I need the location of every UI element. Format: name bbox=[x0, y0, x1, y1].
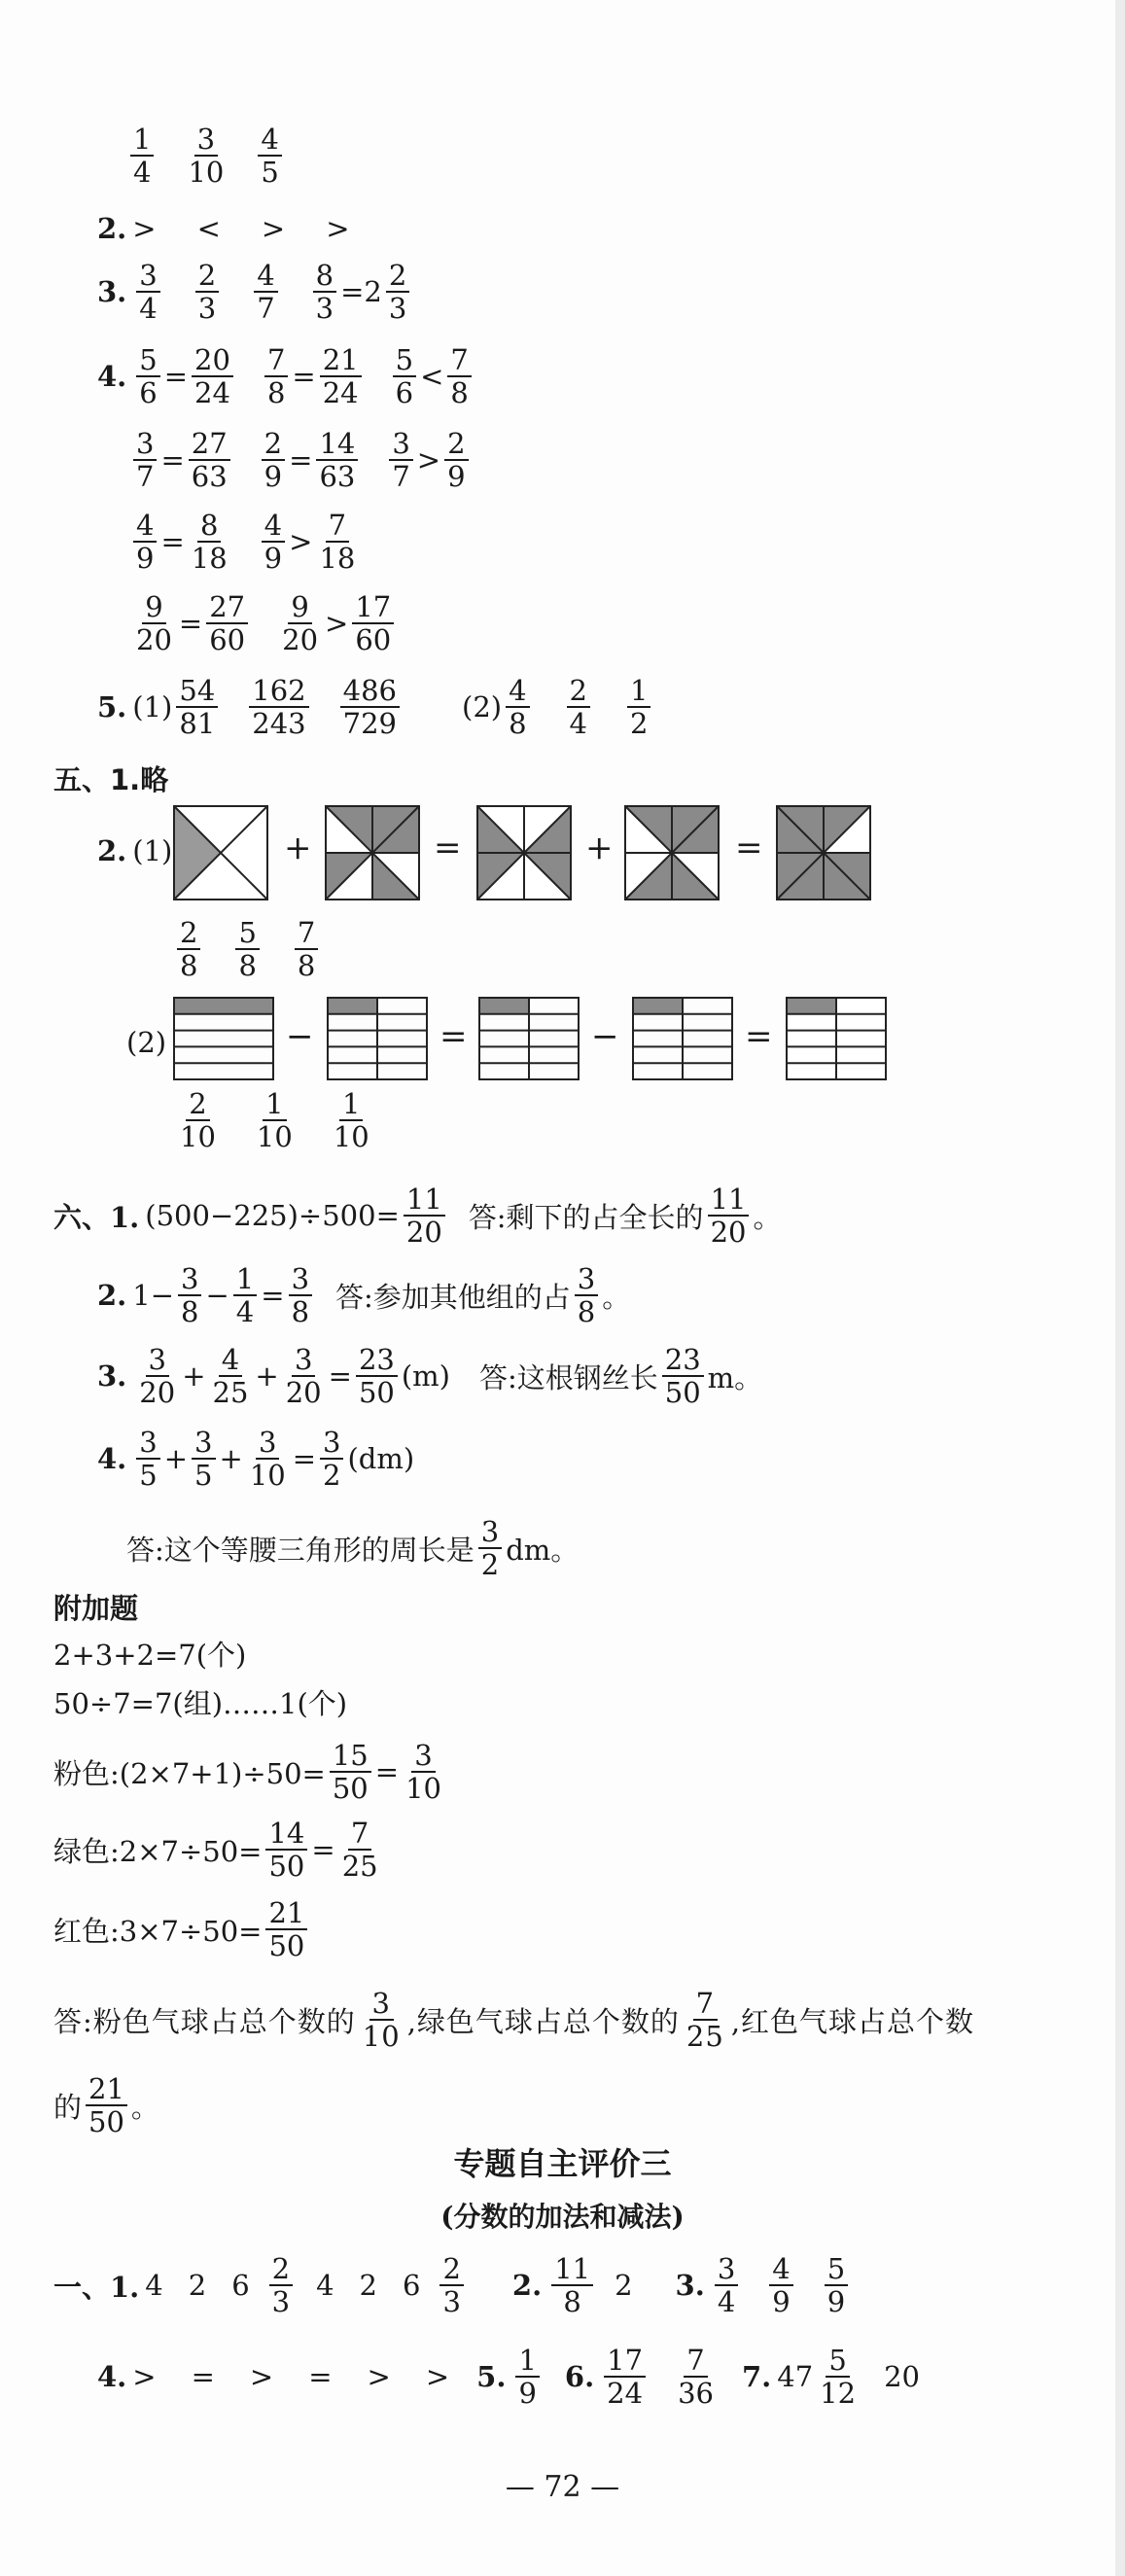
fraction: 3 2 bbox=[478, 1517, 502, 1580]
question-number: 3. bbox=[675, 2269, 705, 2303]
fraction: 4 5 bbox=[258, 124, 281, 188]
fraction: $\frac{27}{60}$ bbox=[206, 592, 248, 655]
fraction: $\frac{3}{7}$ bbox=[133, 429, 157, 492]
fraction: 2 4 bbox=[567, 676, 590, 739]
question-number: 3. bbox=[97, 1359, 127, 1394]
fraction: 3 5 bbox=[136, 1428, 159, 1491]
q4-row-1: 4. $\frac{5}{6}$ = $\frac{20}{24}$ $\frac{7}{8}$ = $\frac{21}{24}$ 5 6 < 7 8 bbox=[97, 345, 475, 408]
fraction: 162 243 bbox=[249, 676, 308, 739]
fraction: $\frac{3}{10}$ bbox=[405, 1739, 441, 1806]
sec5-p1-fracs bbox=[173, 918, 322, 981]
fraction: 2 9 bbox=[444, 429, 468, 492]
fraction: 5 9 bbox=[825, 2254, 848, 2317]
fraction: 17 24 bbox=[604, 2346, 646, 2409]
fraction: 7 36 bbox=[678, 2344, 714, 2411]
compare-symbol: > bbox=[261, 212, 286, 245]
part-label: (1) bbox=[132, 834, 173, 867]
fraction: 11 20 bbox=[708, 1184, 750, 1248]
fraction: 7 18 bbox=[319, 509, 356, 576]
fraction: $\frac{5}{6}$ bbox=[136, 345, 159, 408]
fraction: $\frac{8}{3}$ bbox=[313, 261, 336, 324]
fraction: 4 9 bbox=[262, 511, 285, 574]
fraction: 1 10 bbox=[333, 1087, 369, 1154]
fraction: $\frac{20}{24}$ bbox=[192, 345, 233, 408]
sec6-l4-answer: 答:这个等腰三角形的周长是 3 2 dm。 bbox=[126, 1515, 580, 1582]
minus-sign: − bbox=[286, 1017, 314, 1056]
q4-row-4: $\frac{9}{20}$ = $\frac{27}{60}$ 9 20 > 17 60 bbox=[129, 592, 398, 655]
square-diagram-1 bbox=[173, 805, 268, 900]
extra-l3: 粉色:(2×7+1)÷50= $\frac{15}{50}$ = $\frac{3}{10}$ bbox=[53, 1741, 448, 1804]
fraction: 17 60 bbox=[352, 592, 394, 655]
section-title: 附加题 bbox=[53, 1592, 139, 1625]
fraction: 7 8 bbox=[447, 345, 471, 408]
question-number: 5. bbox=[476, 2360, 507, 2394]
fraction: 2 10 bbox=[180, 1087, 216, 1154]
sec6-l3: 3. 3 20 + $\frac{4}{25}$ + $\frac{3}{20}$ = $\frac{23}{50}$ (m) 答:这根钢丝长 23 50 m。 bbox=[97, 1343, 763, 1410]
compare-symbol: < bbox=[196, 212, 221, 245]
fraction: 21 50 bbox=[86, 2074, 127, 2137]
answer-text: 略 bbox=[140, 763, 169, 796]
fraction: 4 8 bbox=[506, 676, 529, 739]
question-number: 2. bbox=[97, 212, 127, 245]
q4-row-2: $\frac{3}{7}$ = $\frac{27}{63}$ $\frac{2}{9}$ = $\frac{14}{63}$ 3 7 > 2 9 bbox=[129, 429, 473, 492]
fraction: $\frac{2}{9}$ bbox=[262, 429, 285, 492]
sec6-l1: 六、1. (500−225)÷500= $\frac{11}{20}$ 答:剩下的占全长的 11 20 。 bbox=[53, 1182, 782, 1250]
square-diagram-2 bbox=[325, 805, 420, 900]
extra-answer-1: 答:粉色气球占总个数的 3 10 ,绿色气球占总个数的 7 25 ,红色气球占总个数 bbox=[53, 1987, 975, 2054]
fraction: 54 81 bbox=[176, 676, 218, 739]
fraction: $\frac{3}{5}$ bbox=[192, 1428, 215, 1491]
compare-symbol: > bbox=[132, 212, 157, 245]
fraction: 2 3 bbox=[386, 261, 409, 324]
q3-row bbox=[97, 261, 413, 324]
extra-l4: 绿色:2×7÷50= $\frac{14}{50}$ = $\frac{7}{25}$ bbox=[53, 1818, 385, 1882]
fraction: 4 9 bbox=[769, 2254, 792, 2317]
question-number: 4. bbox=[97, 1442, 127, 1476]
extra-answer-2: 的 21 50 。 bbox=[53, 2072, 159, 2139]
bar-diagram-1 bbox=[173, 997, 274, 1080]
answer-text: 答:参加其他组的占 bbox=[335, 1280, 571, 1314]
equals-text: =2 bbox=[340, 275, 382, 309]
fraction: $\frac{23}{50}$ bbox=[356, 1345, 398, 1408]
fraction: $\frac{4}{9}$ bbox=[133, 511, 157, 574]
extra-title bbox=[53, 1587, 138, 1627]
question-number: 4. bbox=[97, 2360, 127, 2394]
page-number: — 72 — bbox=[505, 2470, 620, 2504]
q5-row bbox=[97, 676, 654, 739]
fraction: $\frac{3}{10}$ bbox=[249, 1426, 286, 1493]
fraction: 1 4 bbox=[130, 124, 154, 188]
fraction: 3 10 bbox=[362, 1987, 401, 2054]
q2-row bbox=[97, 212, 350, 245]
square-diagram-5 bbox=[776, 805, 871, 900]
fraction: 1 10 bbox=[256, 1087, 293, 1154]
sec5-p2-label bbox=[126, 1026, 166, 1059]
bar-diagram-2 bbox=[327, 997, 428, 1080]
fraction: 5 6 bbox=[393, 345, 416, 408]
sec6-l2: 2. 1− $\frac{3}{8}$ − $\frac{1}{4}$ = $\frac{3}{8}$ 答:参加其他组的占 3 8 。 bbox=[97, 1262, 631, 1329]
fraction: 1 9 bbox=[515, 2346, 539, 2409]
fraction: 2 3 bbox=[269, 2254, 293, 2317]
unit3-row-1: 一、1. 4 2 6 2 3 4 2 6 2 3 2. 11 8 2 3. 3 4 4 9 5 9 bbox=[53, 2254, 852, 2317]
fraction: $\frac{8}{18}$ bbox=[191, 509, 228, 576]
extra-l2: 50÷7=7(组)……1(个) bbox=[53, 1687, 348, 1720]
fraction: $\frac{3}{8}$ bbox=[289, 1264, 312, 1327]
q4-row-3: $\frac{4}{9}$ = $\frac{8}{18}$ 4 9 > 7 18 bbox=[129, 511, 362, 574]
fraction: $\frac{3}{20}$ bbox=[285, 1343, 322, 1410]
question-number: 7. bbox=[741, 2360, 772, 2394]
fraction: 3 8 bbox=[575, 1264, 598, 1327]
equals-sign: = bbox=[735, 829, 763, 867]
fraction: 3 10 bbox=[188, 123, 225, 190]
compare-symbol: > bbox=[326, 212, 350, 245]
fraction: $\frac{7}{25}$ bbox=[341, 1817, 378, 1884]
q1-tail-row bbox=[126, 124, 286, 188]
section-label: 一、1. bbox=[53, 2270, 140, 2304]
plus-sign: + bbox=[585, 829, 614, 867]
fraction: $\frac{3}{8}$ bbox=[178, 1264, 201, 1327]
equals-sign: = bbox=[439, 1017, 468, 1056]
fraction: $\frac{1}{4}$ bbox=[233, 1264, 257, 1327]
fraction: 5 12 bbox=[820, 2344, 857, 2411]
fraction: $\frac{21}{24}$ bbox=[320, 345, 362, 408]
sec5-p2-fracs bbox=[173, 1089, 376, 1152]
fraction: $\frac{9}{20}$ bbox=[136, 590, 172, 657]
bar-diagram-5 bbox=[786, 997, 887, 1080]
fraction: $\frac{7}{8}$ bbox=[264, 345, 288, 408]
extra-l1: 2+3+2=7(个) bbox=[53, 1639, 247, 1672]
part-label: (1) bbox=[132, 690, 173, 724]
fraction: 1 2 bbox=[627, 676, 650, 739]
fraction: $\frac{14}{63}$ bbox=[316, 429, 358, 492]
question-number: 2. bbox=[97, 834, 127, 867]
fraction: 486 729 bbox=[340, 676, 400, 739]
question-number: 5. bbox=[97, 690, 127, 724]
fraction: $\frac{21}{50}$ bbox=[265, 1898, 307, 1961]
unit3-row-2: 4. > = > = > > 5. 1 9 6. 17 24 7 36 7. 47 5 12 20 bbox=[97, 2344, 920, 2411]
bar-diagram-3 bbox=[478, 997, 580, 1080]
fraction: 5 8 bbox=[235, 918, 259, 981]
fraction: $\frac{14}{50}$ bbox=[265, 1818, 307, 1882]
bar-diagram-4 bbox=[632, 997, 733, 1080]
part-label: (2) bbox=[126, 1026, 167, 1059]
fraction: $\frac{4}{25}$ bbox=[212, 1343, 249, 1410]
section-label: 五、1. bbox=[53, 763, 141, 796]
fraction: 3 20 bbox=[139, 1343, 176, 1410]
section-label: 六、1. bbox=[53, 1200, 140, 1234]
unit-title: 专题自主评价三 bbox=[453, 2145, 672, 2182]
unit-subtitle: (分数的加法和减法) bbox=[440, 2201, 685, 2233]
page-edge bbox=[1115, 0, 1125, 2576]
fraction: 4 7 bbox=[254, 261, 277, 324]
fraction: $\frac{27}{63}$ bbox=[189, 429, 230, 492]
question-number: 2. bbox=[97, 1279, 127, 1313]
sec6-l4: 4. 3 5 + $\frac{3}{5}$ + $\frac{3}{10}$ = $\frac{3}{2}$ (dm) bbox=[97, 1426, 415, 1493]
fraction: 2 3 bbox=[195, 261, 219, 324]
fraction: 11 8 bbox=[551, 2254, 593, 2317]
question-number: 4. bbox=[97, 360, 127, 394]
fraction: 7 8 bbox=[295, 918, 318, 981]
fraction: $\frac{3}{2}$ bbox=[320, 1428, 343, 1491]
minus-sign: − bbox=[591, 1017, 619, 1056]
fraction: $\frac{11}{20}$ bbox=[404, 1184, 445, 1248]
fraction: 3 4 bbox=[715, 2254, 738, 2317]
sec5-header bbox=[53, 759, 168, 798]
part-label: (2) bbox=[462, 690, 503, 724]
question-number: 3. bbox=[97, 275, 127, 309]
fraction: 3 4 bbox=[136, 261, 159, 324]
fraction: 23 50 bbox=[662, 1345, 704, 1408]
question-number: 2. bbox=[511, 2269, 543, 2303]
square-diagram-4 bbox=[624, 805, 720, 900]
answer-text: 答:这根钢丝长 bbox=[478, 1360, 658, 1394]
fraction: 9 20 bbox=[282, 590, 319, 657]
equals-sign: = bbox=[745, 1017, 773, 1056]
fraction: 3 7 bbox=[389, 429, 412, 492]
extra-l5: 红色:3×7÷50= $\frac{21}{50}$ bbox=[53, 1898, 311, 1961]
fraction: $\frac{15}{50}$ bbox=[330, 1741, 371, 1804]
question-number: 6. bbox=[564, 2360, 595, 2394]
expression: (500−225)÷500= bbox=[145, 1199, 400, 1233]
square-diagram-3 bbox=[476, 805, 572, 900]
sec5-q2-label bbox=[97, 834, 172, 867]
fraction: 2 3 bbox=[439, 2254, 463, 2317]
fraction: 2 8 bbox=[177, 918, 200, 981]
equals-sign: = bbox=[434, 829, 462, 867]
answer-text: 答:这个等腰三角形的周长是 bbox=[126, 1533, 475, 1567]
answer-text: 答:剩下的占全长的 bbox=[468, 1200, 704, 1234]
fraction: 7 25 bbox=[686, 1987, 724, 2054]
plus-sign: + bbox=[284, 829, 312, 867]
